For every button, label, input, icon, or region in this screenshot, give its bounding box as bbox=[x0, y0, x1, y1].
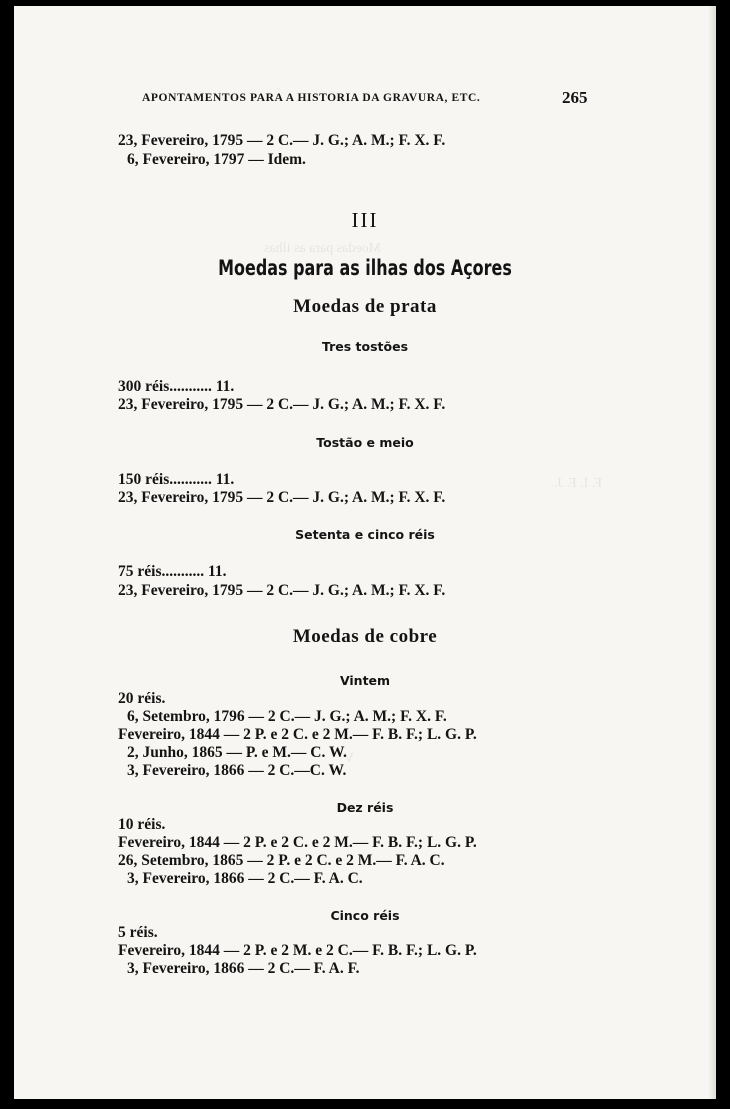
text-line: 3, Fevereiro, 1866 — 2 C.— F. A. F. bbox=[127, 960, 360, 977]
text-line: 2, Junho, 1865 — P. e M.— C. W. bbox=[127, 744, 347, 761]
text-line: Fevereiro, 1844 — 2 P. e 2 C. e 2 M.— F. B. F.; L. G. P. bbox=[118, 726, 477, 743]
book-page bbox=[14, 6, 716, 1099]
coin-title: Tres tostões bbox=[321, 339, 409, 354]
show-through: Moedas para as ilhas bbox=[264, 241, 382, 256]
coin-value: 75 réis........... 11. bbox=[118, 563, 227, 580]
coin-title: Setenta e cinco réis bbox=[295, 527, 435, 542]
section-heading-silver: Moedas de prata bbox=[293, 296, 437, 317]
text-line: 26, Setembro, 1865 — 2 P. e 2 C. e 2 M.— F. A. C. bbox=[118, 852, 445, 869]
text-line: 3, Fevereiro, 1866 — 2 C.—C. W. bbox=[127, 762, 347, 779]
text-line: 6, Setembro, 1796 — 2 C.— J. G.; A. M.; F. X. F. bbox=[127, 708, 447, 725]
coin-value: 10 réis. bbox=[118, 816, 166, 833]
page-number: 265 bbox=[562, 88, 588, 107]
text-line: Fevereiro, 1844 — 2 P. e 2 C. e 2 M.— F. B. F.; L. G. P. bbox=[118, 834, 477, 851]
coin-title: Dez réis bbox=[336, 800, 394, 815]
show-through: F. I. F. J. bbox=[554, 476, 602, 491]
chapter-number: III bbox=[351, 208, 379, 232]
coin-title: Tostão e meio bbox=[316, 435, 414, 450]
section-heading-copper: Moedas de cobre bbox=[292, 626, 438, 647]
coin-value: 150 réis........... 11. bbox=[118, 471, 235, 488]
coin-value: 5 réis. bbox=[118, 924, 158, 941]
text-line: 3, Fevereiro, 1866 — 2 C.— F. A. C. bbox=[127, 870, 363, 887]
show-through: V bbox=[344, 751, 355, 766]
text-line: 23, Fevereiro, 1795 — 2 C.— J. G.; A. M.; F. X. F. bbox=[118, 582, 446, 599]
chapter-title: Moedas para as ilhas dos Açores bbox=[218, 256, 512, 280]
text-line: 23, Fevereiro, 1795 — 2 C.— J. G.; A. M.; F. X. F. bbox=[118, 396, 446, 413]
coin-title: Vintem bbox=[339, 673, 391, 688]
text-line: Fevereiro, 1844 — 2 P. e 2 M. e 2 C.— F. B. F.; L. G. P. bbox=[118, 942, 477, 959]
coin-value: 20 réis. bbox=[118, 690, 166, 707]
coin-value: 300 réis........... 11. bbox=[118, 378, 235, 395]
coin-title: Cinco réis bbox=[330, 908, 400, 923]
page-edge-shadow bbox=[708, 6, 716, 1099]
text-line: 6, Fevereiro, 1797 — Idem. bbox=[127, 151, 306, 168]
text-line: 23, Fevereiro, 1795 — 2 C.— J. G.; A. M.; F. X. F. bbox=[118, 132, 446, 149]
text-line: 23, Fevereiro, 1795 — 2 C.— J. G.; A. M.; F. X. F. bbox=[118, 489, 446, 506]
running-title: APONTAMENTOS PARA A HISTORIA DA GRAVURA, ETC. bbox=[142, 92, 481, 104]
